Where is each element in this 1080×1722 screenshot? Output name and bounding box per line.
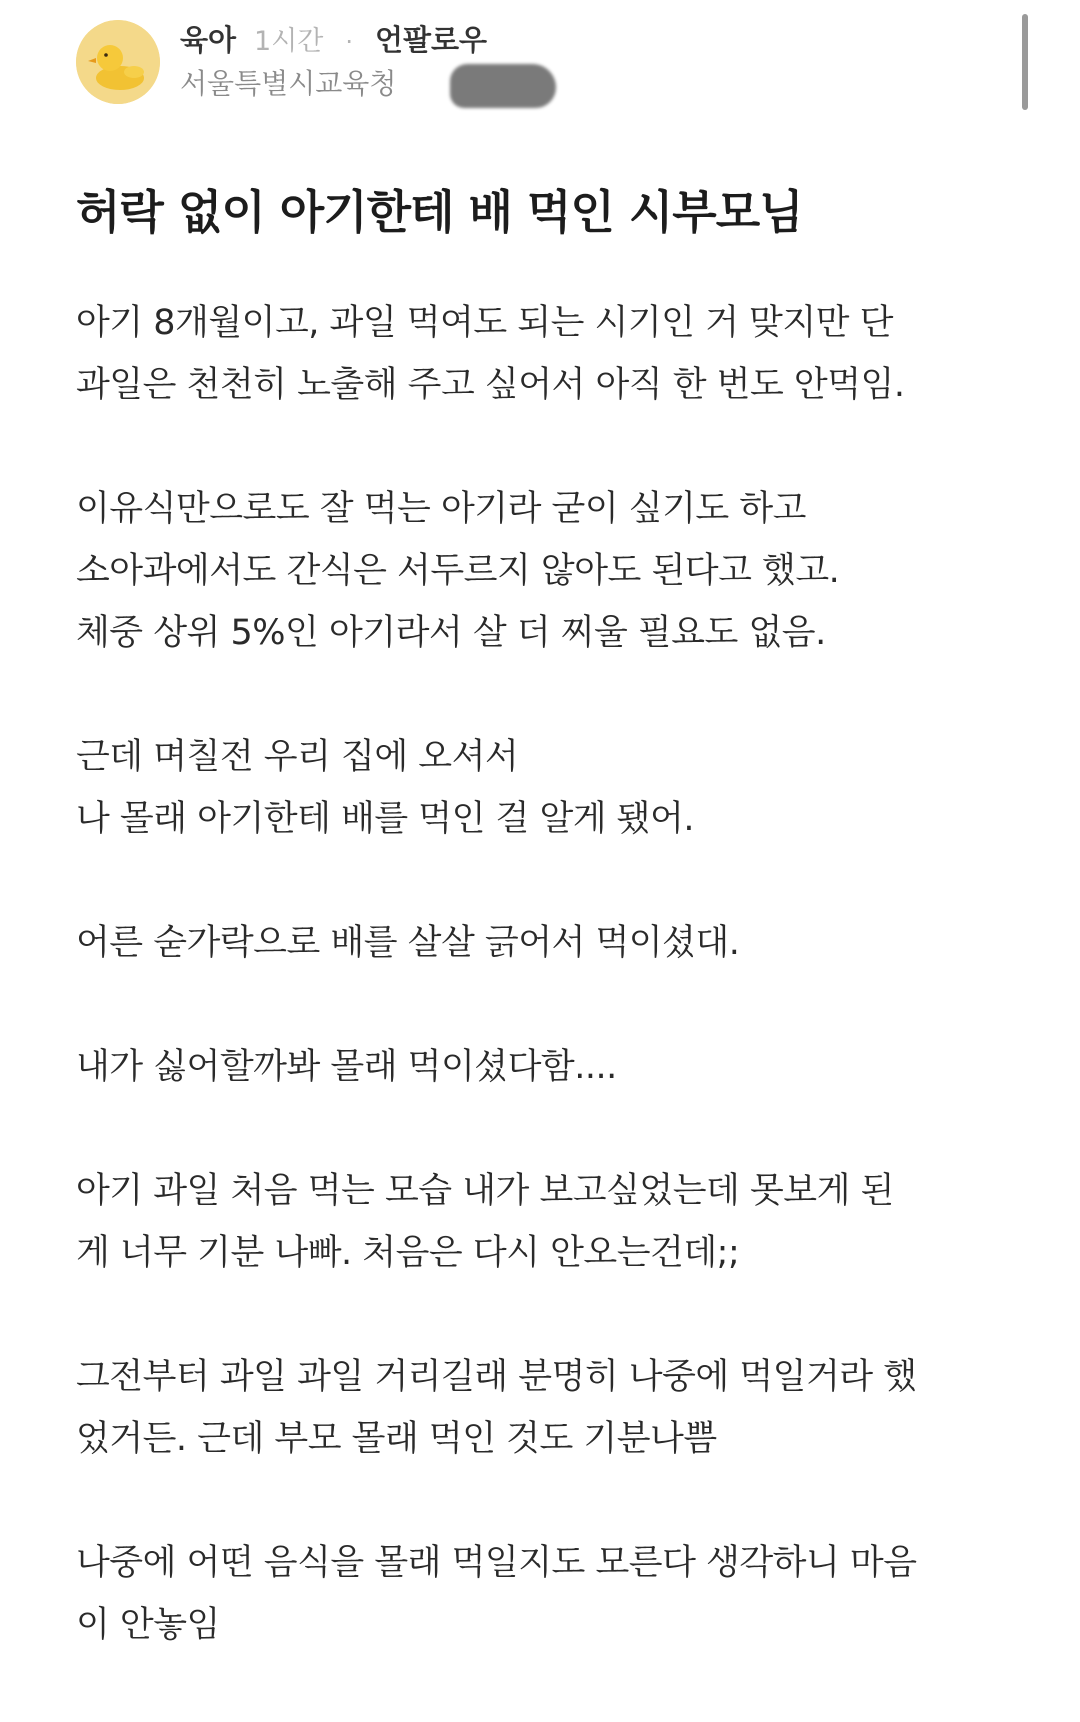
post-meta: [180, 18, 556, 102]
paragraph-line: 나중에 어떤 음식을 몰래 먹일지도 모른다 생각하니 마음: [76, 1543, 917, 1583]
redacted-area: [450, 64, 556, 108]
paragraph-line: 그전부터 과일 과일 거리길래 분명히 나중에 먹일거라 했: [76, 1357, 917, 1397]
paragraph-line: 나 몰래 아기한테 배를 먹인 걸 알게 됐어.: [76, 799, 694, 839]
paragraph-line: 근데 며칠전 우리 집에 오셔서: [76, 737, 519, 777]
post-header: [76, 18, 1006, 108]
paragraph-line: 아기 8개월이고, 과일 먹여도 되는 시기인 거 맞지만 단: [76, 303, 893, 343]
avatar[interactable]: [76, 20, 160, 104]
post-paragraph: [76, 912, 1036, 974]
rubber-duck-icon: [76, 20, 160, 104]
paragraph-line: 체중 상위 5%인 아기라서 살 더 찌울 필요도 없음.: [76, 613, 826, 653]
paragraph-line: 이 안놓임: [76, 1605, 220, 1645]
scrollbar[interactable]: [1022, 14, 1028, 110]
paragraph-line: 이유식만으로도 잘 먹는 아기라 굳이 싶기도 하고: [76, 489, 806, 529]
paragraph-line: 과일은 천천히 노출해 주고 싶어서 아직 한 번도 안먹임.: [76, 365, 905, 405]
meta-row-org: [180, 62, 556, 102]
post-paragraph: [76, 1532, 1036, 1656]
post-paragraph: [76, 292, 1036, 416]
paragraph-line: 게 너무 기분 나빠. 처음은 다시 안오는건데;;: [76, 1233, 740, 1273]
post-paragraph: [76, 1346, 1036, 1470]
post-paragraph: [76, 1036, 1036, 1098]
post-paragraph: [76, 478, 1036, 664]
channel-name[interactable]: 육아: [180, 23, 237, 57]
post-paragraph: [76, 1160, 1036, 1284]
paragraph-line: 소아과에서도 간식은 서두르지 않아도 된다고 했고.: [76, 551, 840, 591]
post-title: 허락 없이 아기한테 배 먹인 시부모님: [76, 185, 803, 239]
paragraph-line: 내가 싫어할까봐 몰래 먹이셨다함....: [76, 1047, 617, 1087]
meta-row: [180, 18, 556, 60]
post-paragraph: [76, 726, 1036, 850]
author-organization: 서울특별시교육청: [180, 67, 397, 100]
post-time: 1시간: [254, 26, 324, 57]
paragraph-line: 어른 숟가락으로 배를 살살 긁어서 먹이셨대.: [76, 923, 740, 963]
post-body: [76, 292, 1036, 1718]
paragraph-line: 었거든. 근데 부모 몰래 먹인 것도 기분나쁨: [76, 1419, 717, 1459]
separator-dot: ·: [345, 28, 354, 56]
author-name[interactable]: 언팔로우: [375, 23, 488, 57]
paragraph-line: 아기 과일 처음 먹는 모습 내가 보고싶었는데 못보게 된: [76, 1171, 894, 1211]
